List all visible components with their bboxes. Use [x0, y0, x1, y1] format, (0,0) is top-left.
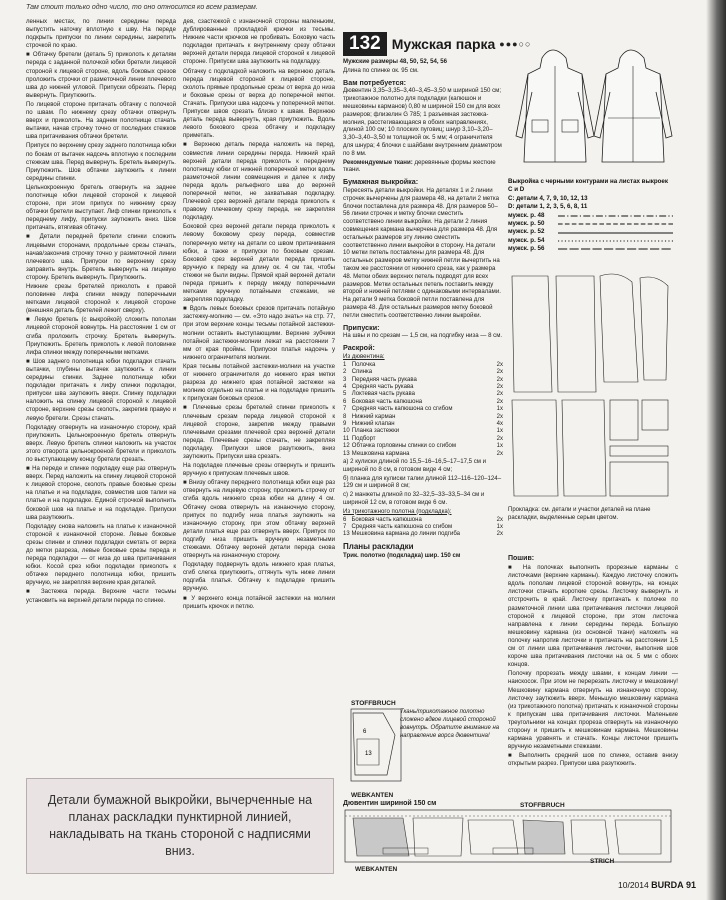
table-row: 13 Мешковина кармана до линии подгиба 2x	[343, 531, 503, 538]
running-header: Там стоит только одно число, то оно относится ко всем размерам.	[26, 4, 258, 11]
paragraph: дев, сзастежкой с изнаночной стороны маленьким, дублированные прокладкой крючки из тесьмы. Нижние части крючков не пробивать. Боковую часть подкладки притачать к внутреннему срезу обтачки верхней детали переда лицевой стороной к лицевой стороне. Припуски шва заутюжить на подкладку.	[183, 18, 335, 66]
table-row: 5 Локтевая часть рукава 2x	[343, 391, 503, 398]
paragraph: ■ Детали передней бретели спинки сложить лицевыми сторонами, продольные срезы стачать, начав/закончив строчку точно у разметочной линии плечевого шва. Припуски по верхнему срезу заправить внутрь. Бретель вывернуть на лицевую сторону. Бретель вывернуть. Приутюжить.	[26, 233, 176, 281]
table-row: 10 Планка застежки 1x	[343, 428, 503, 435]
paragraph: Обтачку с подкладкой наложить на верхнюю деталь переда лицевой стороной к лицевой стороне, сколоть прямые продольные срезы от верха до низа и боковые срезы от верха до поперечной метки. Стачать. Припуски шва надсечь у поперечной метки. Припуски швов срезать близко к швам. Верхнюю деталь переда вывернуть, края приутюжить. Вдоль левого бокового среза обтачку и подкладку приметать.	[183, 67, 335, 140]
table-row: 3 Передняя часть рукава 2x	[343, 376, 503, 383]
layout-note-text: Детали бумажной выкройки, вычерченные на планах раскладки пунктирной линией, накладывать на ткань стороной с надписями вниз.	[47, 793, 313, 858]
layout-note-box	[26, 778, 334, 874]
parka-sketch	[508, 40, 678, 172]
table-row: 6 Боковая часть капюшона 2x	[343, 516, 503, 523]
paragraph: Цельнокроенную бретель отвернуть на заднее полотнище юбки лицевой стороной к лицевой стороне, при этом припуск по нижнему срезу обтачки бретели выступает. Лиф спинки приколоть к переднему лифу, припуски заутюжить вниз. Шов притачать, втягивая обтачку.	[26, 183, 176, 232]
paragraph: Подкладку подвернуть вдоль нижнего края платья, сгиб слегка приутюжить, оттянуть чуть ниже линии подгиба платья. Обтачку к подкладке пришить вручную.	[183, 561, 335, 593]
svg-text:6: 6	[363, 729, 367, 735]
paragraph: На подкладке плечевые срезы отвернуть и пришить вручную к припускам плечевых швов.	[183, 462, 335, 478]
paragraph: Припуск по верхнему срезу заднего полотнища юбки по бокам от вытачек надсечь вплотную к последним стежкам шва. Перед вывернуть. Бретель вывернуть. Приутюжить. Шов обтачки заутюжить к линии середины спинки.	[26, 142, 176, 182]
pattern-pieces-diagram	[508, 272, 673, 500]
plan2-heading: Дювентин шириной 150 см	[343, 800, 437, 807]
plan1-heading: Трик. полотно (подкладка) шир. 150 см	[343, 551, 461, 559]
sewing-column	[508, 555, 678, 769]
paragraph: ленных местах, по линии середины переда выпустить наточку вплотную к шву. На переде подкрыть припуски по линии середины, закрепить строчкой по краю.	[26, 18, 176, 50]
sheet-d-line: D: детали 1, 2, 3, 5, 6, 8, 11	[508, 203, 588, 211]
paragraph: Полочку прорезать между швами, к концам линии — наискосок. При этом не перерезать листочку и мешковину! Мешковину кармана отвернуть на изнаночную сторону, листочку заутюжить вверх. Меньшую мешковину кармана (из трикотажного полотна) притачать к изнаночной стороны к припускам шва притачивания листочки. Маленькие треугольники на концах прореза отвернуть на изнаночную сторону и пришить к мешковинам кармана. Мешковины кармана уравнять и стачать. Концы листочки пришить вручную незаметными стежками.	[508, 670, 678, 751]
page-number: 91	[685, 880, 696, 890]
table-row: 12 Обтачка горловины спинки со сгибом 1x	[343, 443, 503, 450]
fabrics-text: деревянные формы жесткие ткани.	[343, 158, 496, 174]
paragraph: ■ Выполнить средний шов по спинке, оставив внизу открытым разрез. Припуски шва разутюжить.	[508, 752, 678, 768]
extra-part: с) 2 манжеты длиной по 32–32,5–33–33,5–34 см и шириной 12 см, в готовом виде 6 см.	[343, 491, 485, 506]
sheet-c-line: C: детали 4, 7, 9, 10, 12, 13	[508, 194, 588, 202]
stoffbruch-label: STOFFBRUCH	[351, 700, 396, 707]
fabric-subheading: Из дювентина:	[343, 352, 385, 360]
brand-label: BURDA	[651, 880, 684, 890]
stoffbruch-label-2: STOFFBRUCH	[520, 802, 565, 809]
paragraph: Боковой срез верхней детали переда приколоть к левому боковому срезу переда, совместив поперечную метку на детали со швом притачивания юбки, а также и припуски по боковым срезам. Боковой срез верхней детали переда пришить вручную к переду на длину ок. 4 см так, чтобы стежки не были видны. Прямой край верхней детали переда пришить к переду между поперечными метками вручную потайными стежками, не закрепляя подкладку.	[183, 223, 335, 304]
table-row: 2 Спинка 2x	[343, 369, 503, 376]
paragraph: ■ Верхнюю деталь переда наложить на перед, совместив линии середины переда. Нижний край верхней детали переда приколоть к переднему полотнищу юбки от нижней поперечной метки вдоль разметочной линии совмещения и далее к лифу переда вдоль рельефного шва до верхней поперечной метки, не захватывая подкладку. Плечевой срез верхней детали переда приколоть к правому плечевому срезу переда, не закрепляя подкладку.	[183, 141, 335, 222]
paragraph: ■ На полочках выполнить прорезные карманы с листочками (верхние карманы). Каждую листочку сложить вдоль пополам лицевой стороной вовнутрь, на концах листочки стачать короткие срезы. Листочку вывернуть и отстрочить в край. Листочку притачать к полочке по разметочной линии шва притачивания листочки лицевой стороной к лицевой стороне, при этом листочка направлена к линии середины переда. Большую мешковину кармана (из основной ткани) наложить на полочку напротив листочки и притачать на расстоянии 1,5 см от линии шва притачивания листочки, выполнив шов короче шва притачивания листочки на ок. 5 мм с обоих концов.	[508, 564, 678, 669]
paragraph: Края тесьмы потайной застежки-молнии на участке от нижнего ограничителя до нижнего края метки разреза до нижнего края потайной застежки на молнию отдельно на платье и на подкладке пришить к припускам боковых срезов.	[183, 362, 335, 403]
paragraph: ■ У верхнего конца потайной застежки на молнии пришить крючок и петлю.	[183, 594, 335, 610]
extra-part: а) 2 кулиски длиной по 15,5–16–16,5–17–17,5 см и шириной по 8 см, в готовом виде 4 см;	[343, 457, 487, 473]
parts-table	[343, 362, 503, 458]
table-row: 13 Мешковина кармана 2x	[343, 450, 503, 457]
cutting-heading: Раскрой:	[343, 343, 375, 353]
table-row: 8 Нижний карман 2x	[343, 413, 503, 420]
paragraph: По лицевой стороне притачать обтачку с полочкой по швам. По нижнему срезу обтачки отвернуть вверх и приколоть. На заднем полотнище стачать вытачки, начав строчку точно от последних стежков шва притачивания обтачки бретели.	[26, 100, 176, 141]
table-row: 4 Средняя часть рукава 2x	[343, 383, 503, 390]
paragraph: ■ Внизу обтачку переднего полотнища юбки еще раз отвернуть на лицевую сторону, проложить строчку от сгиба вдоль нижнего среза юбки на длину 4 см. Обтачку снова отвернуть на изнаночную сторону, припуск по подгибу низа платья заутюжить на изнаночную сторону, при этом обтачку верхней детали платья еще раз отвернуть вверх. Припуск по подгибу низа пришить вручную незаметными стежками. Обтачку верхней детали переда снова отвернуть на изнаночную сторону.	[183, 479, 335, 560]
size-row: мужск. р. 48	[508, 211, 545, 219]
size-row: мужск. р. 56	[508, 245, 545, 253]
model-heading	[343, 32, 531, 56]
materials-column	[343, 58, 503, 560]
size-legend	[508, 178, 673, 254]
pattern-text: Пересеять детали выкройки. На деталях 1 и 2 линии строчек вычерчены для размера 48, на детали 2 метка блочки поставлена для размера 48. Для размеров 50–56 линии строчек и метку блочки сместить соответствено линии выкройки. На детали 2 линия совмещения кармана вычерчена для размера 48. Для остальных размеров эту линию сместить соответственно линии выкройки в сторону. На детали 10 метки петель поставлены для размера 48. Для остальных размеров метку нижней петли вычертить на таком же расстоянии от нижнего среза, как у размера 48. Метки обеих верхних петель подводят для всех размеров. Метки остальных петель поставить между второй и нижней петлями с одинаковыми интервалами. На детали 9 метка боковой петли поставлена для размера 48. Для остальных размеров метку боковой петли сместить соответственно линии выкройки.	[343, 186, 501, 319]
paragraph: Подкладку отвернуть на изнаночную сторону, край приутюжить. Цельнокроенную бретель отвернуть вверх. Левую бретель спинки наложить на участок этого отворота цельнокроеной бретели и приколоть по выступающему концу бретели срезать.	[26, 423, 176, 463]
size-row: мужск. р. 52	[508, 228, 545, 236]
materials-text: Дювентин 3,35–3,35–3,40–3,45–3,50 м шириной 150 см; трикотажное полотно для подкладки (капюшон и мешковины карманов) 0,80 м шириной 150 см для всех размеров; флизелин G 785; 1 разъемная застежка-молния, расстегивающаяся в обоих направлениях, длиной 100 см; 10 плоских пуговиц; шнур 3,10–3,20–3,30–3,40–3,50 м толщиной ок. 5 мм; 4 ограничителя для шнура; 4 блочки с шайбами внутренним диаметром по 8 мм.	[343, 87, 502, 157]
instruction-column-2	[183, 18, 335, 612]
page-footer	[618, 880, 696, 890]
paragraph: ■ Обтачку бретели (деталь 5) приколоть к деталям переда с заданной полочкой юбки бретели лицевой стороной к лицевой стороне, вдоль боковых срезов проложить строчки от разметочной линии плечевого шва до нижней угловой. Припуски обрезать. Перед вывернуть. Приутюжить.	[26, 51, 176, 99]
knit-subheading: Из трикотажного полотна (подкладка):	[343, 507, 452, 515]
table-row: 7 Средняя часть капюшона со сгибом 1x	[343, 406, 503, 413]
plans-heading: Планы раскладки	[343, 541, 414, 551]
strich-label: STRICH	[590, 858, 615, 865]
table-row: 1 Полочка 2x	[343, 361, 503, 368]
size-legend-heading: Выкройка с черными контурами на листах выкроек C и D	[508, 178, 668, 194]
pattern-heading: Бумажная выкройка:	[343, 177, 419, 187]
knit-table	[343, 517, 503, 539]
fabrics-heading: Рекомендуемые ткани:	[343, 158, 413, 166]
sewing-heading: Пошив:	[508, 555, 535, 562]
extra-part: б) планка для кулиски талии длиной 112–116–120–124–129 см и шириной 8 см;	[343, 474, 502, 490]
fabric-layout-plan	[343, 808, 673, 866]
paragraph: ■ На переде и спинке подкладку еще раз отвернуть вверх. Перед наложить на спинку лицевой стороной к лицевой стороне, сколоть правые боковые срезы на платье и на подкладке, совместив шов талии на платье и на подкладке. Единой строчкой выполнить боковой шов на платье и на подкладке. Припуски шва разутюжить.	[26, 465, 176, 521]
table-row: 9 Нижний клапан 4x	[343, 420, 503, 427]
paragraph: Подкладку снова наложить на платье к изнаночной стороной к изнаночной стороне. Левые боковые срезы спинки и спинки подкладки сметать от верха до метки разреза, левые боковые срезы переда и переда подкладки — от низа до шва притачивания юбки. Косой срез юбки подкладки приколоть к обтачке переднего полотнища юбки, пришить вручную, не закрепляя верхние края деталей.	[26, 522, 176, 587]
length-label: Длина по спинке ок. 95 см.	[343, 66, 419, 74]
table-row: 7 Средняя часть капюшона со сгибом 1x	[343, 523, 503, 530]
webkanten-label: WEBKANTEN	[351, 792, 394, 799]
size-row: мужск. р. 50	[508, 220, 545, 228]
size-row: мужск. р. 54	[508, 236, 545, 244]
interfacing-caption: Прокладка: см. детали и участки деталей на плане раскладки, выделенные серым цветом.	[508, 507, 651, 521]
sizes-label: Мужские размеры 48, 50, 52, 54, 56	[343, 58, 448, 65]
model-number: 132	[343, 32, 387, 56]
materials-heading: Вам потребуется:	[343, 77, 407, 87]
paragraph: ■ Плечевые срезы бретелей спинки приколоть к плечевым срезам переда лицевой стороной к лицевой стороне, закрепив между правыми плечевыми срезами плечевой срез верхней детали переда. Плечевые срезы стачать, не закрепляя подкладку. Припуски швов разутюжить, вниз заутюжить. Припуски шва срезать.	[183, 404, 335, 460]
allowance-heading: Припуски:	[343, 322, 380, 332]
instruction-column-1	[26, 18, 176, 606]
issue-label: 10/2014	[618, 880, 649, 890]
table-row: 6 Боковая часть капюшона 2x	[343, 398, 503, 405]
paragraph: Нижние срезы бретелей приколоть к правой половинке лифа спинки между поперечными метками лицевой стороной к лицевой стороне (внешняя деталь бретелей лежит сверху).	[26, 283, 176, 315]
model-title: Мужская парка	[391, 36, 496, 52]
table-row: 11 Подборт 2x	[343, 435, 503, 442]
paragraph: ■ Застежка переда. Верхние части тесьмы установить на верхней детали переда по спинке.	[26, 588, 176, 604]
page-binding-shadow	[706, 0, 726, 900]
difficulty-dots: ●●●○○	[499, 39, 532, 49]
paragraph: ■ Левую бретель (с выкройкой) сложить пополам лицевой стороной вовнутрь. На расстоянии 1 см от сгиба проложить строчку. Бретель вывернуть. Приутюжить. Бретель приколоть к левой половинке лифа спинки между поперечными метками.	[26, 316, 176, 356]
allowance-text: На швы и по срезам — 1,5 см, на подгибку низа — 8 см.	[343, 332, 503, 340]
knit-layout-note: Ткань/трикотажное полотно сложено вдвое лицевой стороной вовнутрь. Обратите внимание на направление ворса дювентина!	[400, 709, 500, 739]
paragraph: ■ Вдоль левых боковых срезов притачать потайную застежку-молнию — см. «Это надо знать» на стр. 77, при этом верхние концы тесьмы потайной застежки-молнии оставить выступающими. Верхние зубчики потайной застежки-молнии лежат на расстоянии 7 мм от края проймы. Припуски платья надсечь у нижнего ограничителя молнии.	[183, 305, 335, 361]
paragraph: ■ Шов заднего полотнища юбки подкладки стачать вытачки, глубины вытачек заутюжить к линии середины спинки. Заднее полотнище юбки подкладки притачать к лифу спинки подкладки, припуски шва заутюжить вверх. Спинку подкладки наложить на спинку лицевой стороной к лицевой стороне, верхние срезы сколоть, закрепив правую и левую бретели. Срезы стачать.	[26, 357, 176, 422]
svg-text:13: 13	[365, 751, 372, 757]
webkanten-label-2: WEBKANTEN	[355, 866, 398, 873]
